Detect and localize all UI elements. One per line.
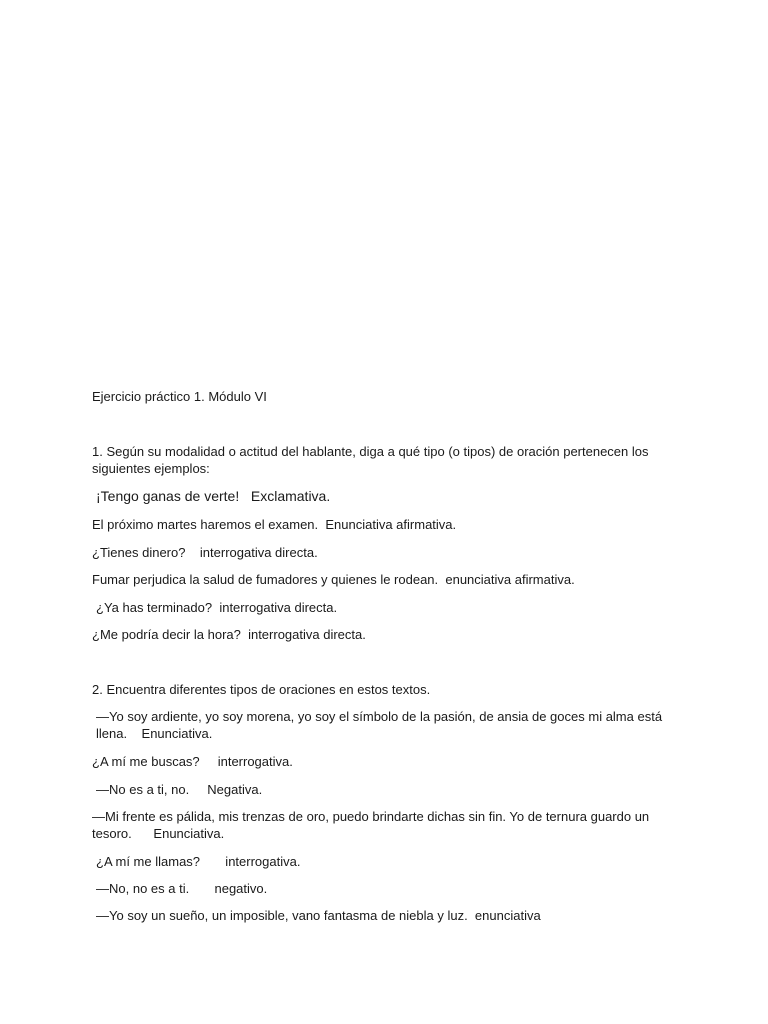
example-line: ¡Tengo ganas de verte! Exclamativa. (96, 488, 331, 504)
document-title: Ejercicio práctico 1. Módulo VI (92, 389, 267, 404)
text-line: —No, no es a ti. negativo. (96, 881, 268, 896)
section1-prompt: 1. Según su modalidad o actitud del hablante, diga a qué tipo (o tipos) de oración pertenecen los siguientes ejemplos: (92, 444, 653, 476)
text-line: —Mi frente es pálida, mis trenzas de oro, puedo brindarte dichas sin fin. Yo de ternura guardo un tesoro. Enunciativa. (92, 809, 653, 841)
example-line: ¿Tienes dinero? interrogativa directa. (92, 545, 318, 560)
section2-prompt: 2. Encuentra diferentes tipos de oraciones en estos textos. (92, 682, 431, 697)
text-line: ¿A mí me buscas? interrogativa. (92, 754, 293, 769)
text-line: —No es a ti, no. Negativa. (96, 782, 263, 797)
example-line: ¿Me podría decir la hora? interrogativa directa. (92, 627, 366, 642)
example-line: ¿Ya has terminado? interrogativa directa. (96, 600, 338, 615)
example-line: El próximo martes haremos el examen. Enunciativa afirmativa. (92, 517, 457, 532)
example-line: Fumar perjudica la salud de fumadores y quienes le rodean. enunciativa afirmativa. (92, 572, 575, 587)
text-line: ¿A mí me llamas? interrogativa. (96, 854, 301, 869)
text-line: —Yo soy ardiente, yo soy morena, yo soy el símbolo de la pasión, de ansia de goces mi alma está llena. Enunciativa. (96, 709, 666, 741)
text-line: —Yo soy un sueño, un imposible, vano fantasma de niebla y luz. enunciativa (96, 908, 541, 923)
